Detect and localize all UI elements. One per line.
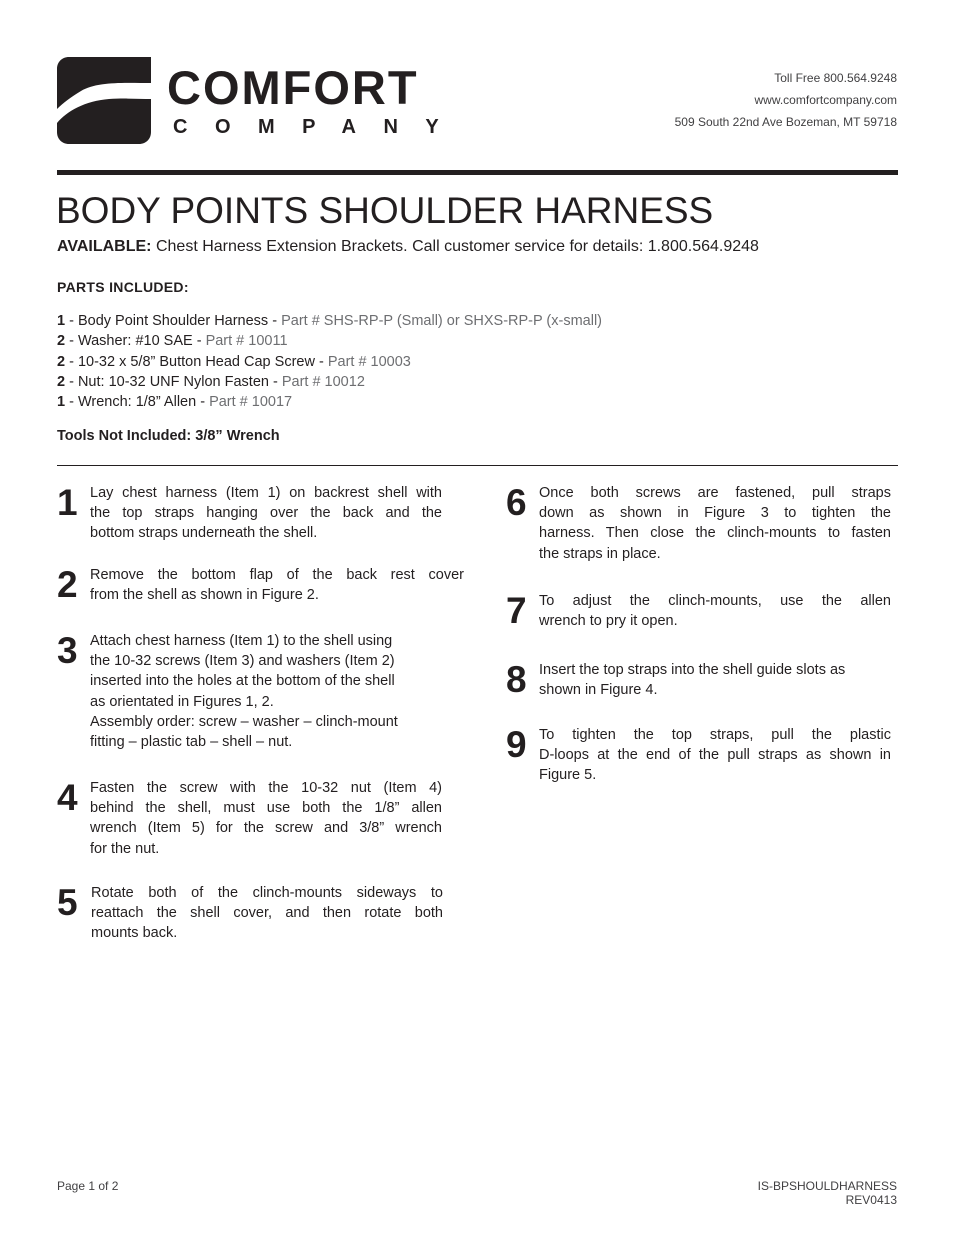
document-title: BODY POINTS SHOULDER HARNESS — [56, 190, 714, 231]
step-number: 3 — [57, 630, 78, 671]
website-url: www.comfortcompany.com — [754, 93, 897, 107]
document-id-block — [758, 1179, 897, 1207]
toll-free-number: Toll Free 800.564.9248 — [774, 71, 897, 85]
step-text: Remove the bottom flap of the back rest cover from the shell as shown in Figure 2. — [90, 567, 464, 604]
tools-not-included: Tools Not Included: 3/8” Wrench — [57, 428, 280, 444]
document-id: IS-BPSHOULDHARNESS — [757, 1179, 897, 1193]
part-number: Part # SHS-RP-P (Small) or SHXS-RP-P (x-small) — [281, 313, 603, 329]
parts-heading: PARTS INCLUDED: — [57, 279, 189, 295]
part-number: Part # 10012 — [281, 373, 365, 390]
step-text: Lay chest harness (Item 1) on backrest shell with the top straps hanging over the back and the bottom straps underneath the shell. — [90, 485, 442, 542]
header-divider — [57, 170, 898, 175]
step-5 — [57, 883, 447, 953]
part-quantity: 1 — [57, 394, 66, 411]
availability-notice — [57, 237, 759, 257]
availability-text: Chest Harness Extension Brackets. Call customer service for details: 1.800.564.9248 — [151, 238, 759, 255]
part-quantity: 2 — [57, 353, 66, 370]
step-text: Attach chest harness (Item 1) to the shell using the 10-32 screws (Item 3) and washers (Item 2) inserted into the holes at the bottom of the shell as orientated in Figures 1, 2. Assembly order: screw – washer – clinch-mount fitting – plastic tab – shell – nut. — [90, 633, 398, 751]
step-number: 5 — [57, 882, 78, 923]
step-number: 9 — [506, 724, 527, 765]
availability-label: AVAILABLE: — [57, 238, 152, 255]
step-text: Once both screws are fastened, pull straps down as shown in Figure 3 to tighten the harness. Then close the clinch-mounts to fasten the straps in place. — [539, 485, 891, 562]
step-number: 1 — [57, 482, 78, 523]
contact-info — [675, 67, 897, 133]
step-text: Insert the top straps into the shell guide slots as shown in Figure 4. — [539, 662, 846, 699]
page-number: Page 1 of 2 — [57, 1179, 119, 1193]
parts-list-item — [57, 331, 602, 351]
parts-list — [57, 311, 602, 412]
parts-list-item — [57, 311, 602, 331]
step-8 — [506, 660, 896, 710]
part-description: - Nut: 10-32 UNF Nylon Fasten - — [65, 373, 282, 390]
logo-wordmark-comfort: COMFORT — [167, 61, 419, 114]
part-number: Part # 10011 — [205, 333, 288, 350]
logo-mark-icon — [57, 57, 151, 144]
step-number: 4 — [57, 777, 78, 818]
logo-wordmark-company: COMPANY — [173, 116, 467, 138]
step-3 — [57, 631, 447, 761]
step-text: To tighten the top straps, pull the plastic D-loops at the end of the pull straps as shown in Figure 5. — [539, 727, 891, 784]
step-number: 2 — [57, 564, 78, 605]
mailing-address: 509 South 22nd Ave Bozeman, MT 59718 — [674, 115, 897, 129]
revision-code: REV0413 — [845, 1193, 897, 1207]
step-number: 6 — [506, 482, 527, 523]
parts-list-item — [57, 372, 602, 392]
step-text: Fasten the screw with the 10-32 nut (Item 4) behind the shell, must use both the 1/8” allen wrench (Item 5) for the screw and 3/8” wrench for the nut. — [90, 780, 442, 857]
part-description: - Body Point Shoulder Harness - — [65, 313, 282, 329]
part-quantity: 1 — [57, 313, 66, 329]
step-4 — [57, 778, 447, 868]
parts-list-item — [57, 352, 602, 372]
parts-list-item — [57, 392, 602, 412]
part-description: - 10-32 x 5/8” Button Head Cap Screw - — [65, 353, 328, 370]
part-description: - Wrench: 1/8” Allen - — [65, 394, 210, 411]
step-7 — [506, 591, 896, 641]
comfort-company-logo — [57, 57, 467, 147]
step-2 — [57, 565, 467, 615]
part-number: Part # 10017 — [209, 394, 293, 411]
step-number: 8 — [506, 659, 527, 700]
step-9 — [506, 725, 896, 795]
step-1 — [57, 483, 447, 553]
step-number: 7 — [506, 590, 527, 631]
part-quantity: 2 — [57, 333, 66, 350]
section-divider — [57, 465, 898, 466]
step-text: To adjust the clinch-mounts, use the allen wrench to pry it open. — [539, 593, 891, 630]
part-quantity: 2 — [57, 373, 66, 390]
step-text: Rotate both of the clinch-mounts sideways to reattach the shell cover, and then rotate both mounts back. — [91, 885, 443, 942]
step-6 — [506, 483, 896, 573]
part-description: - Washer: #10 SAE - — [65, 333, 206, 350]
part-number: Part # 10003 — [327, 353, 411, 370]
